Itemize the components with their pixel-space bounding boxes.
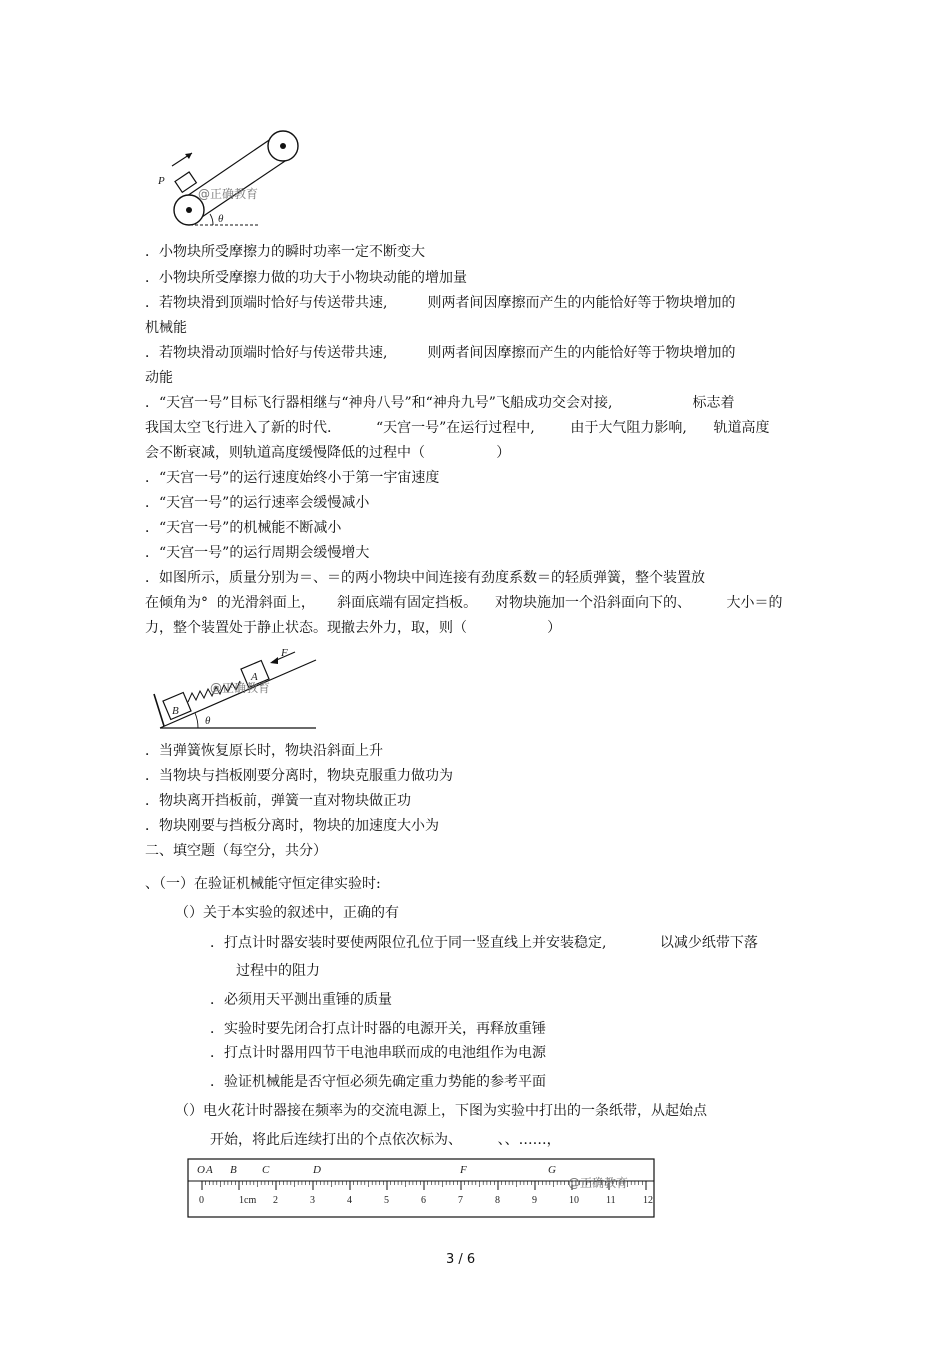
option-line: ．“天宫一号”的运行速率会缓慢减小: [145, 495, 370, 511]
section-heading: 二、填空题（每空分，共分）: [145, 843, 327, 859]
option-line: ．若物块滑动顶端时恰好与传送带共速, 则两者间因摩擦而产生的内能恰好等于物块增加的: [145, 345, 736, 361]
ruler-tick-label: 6: [421, 1195, 426, 1206]
theta-arc: [210, 214, 213, 225]
question-line: 力，整个装置处于静止状态。现撤去外力，取，则（ ）: [145, 620, 562, 636]
ruler-tick-label: 2: [273, 1195, 278, 1206]
option-line: ．打点计时器安装时要使两限位孔位于同一竖直线上并安装稳定, 以减少纸带下落: [210, 935, 758, 951]
question-line: 、（一）在验证机械能守恒定律实验时:: [145, 876, 381, 892]
fixed-plate: [154, 694, 164, 726]
ruler-tick-label: 7: [458, 1195, 463, 1206]
text-line: 过程中的阻力: [236, 963, 320, 979]
option-line: ．“天宫一号”的运行速度始终小于第一宇宙速度: [145, 470, 440, 486]
tape-point-label: O: [197, 1164, 205, 1176]
watermark: @正确教育: [210, 681, 271, 695]
label-p: P: [158, 175, 165, 187]
ruler-tick-label: 8: [495, 1195, 500, 1206]
ruler-tick-label: 0: [199, 1195, 204, 1206]
option-line: ．“天宫一号”的机械能不断减小: [145, 520, 342, 536]
text-line: 开始，将此后连续打出的个点依次标为、 、、……，: [210, 1132, 561, 1148]
question-line: ．如图所示，质量分别为＝、＝的两小物块中间连接有劲度系数＝的轻质弹簧，整个装置放: [145, 570, 705, 586]
option-line: ．若物块滑到顶端时恰好与传送带共速, 则两者间因摩擦而产生的内能恰好等于物块增加的: [145, 295, 736, 311]
tape-point-label: D: [313, 1164, 321, 1176]
watermark: @正确教育: [568, 1176, 629, 1190]
watermark: @正确教育: [198, 187, 259, 201]
label-a: A: [251, 671, 258, 683]
tape-point-label: F: [460, 1164, 467, 1176]
lower-pulley-axle: [186, 207, 192, 213]
ruler-tick-label: 11: [606, 1195, 616, 1206]
question-line: 在倾角为° 的光滑斜面上， 斜面底端有固定挡板。 对物块施加一个沿斜面向下的、 大小＝的: [145, 595, 783, 611]
option-line: ．小物块所受摩擦力的瞬时功率一定不断变大: [145, 244, 425, 260]
tape-point-label: G: [548, 1164, 556, 1176]
text-line: 机械能: [145, 320, 187, 336]
tape-point-label: B: [230, 1164, 237, 1176]
ruler-tick-label: 12: [643, 1195, 653, 1206]
option-line: ．打点计时器用四节干电池串联而成的电池组作为电源: [210, 1045, 546, 1061]
option-line: ．必须用天平测出重锤的质量: [210, 992, 392, 1008]
label-f: F: [281, 647, 288, 659]
block-p: [175, 172, 196, 192]
upper-pulley-axle: [280, 143, 286, 149]
option-line: ．物块刚要与挡板分离时，物块的加速度大小为: [145, 818, 439, 834]
tape-point-label: A: [206, 1164, 213, 1176]
subquestion-line: （）关于本实验的叙述中，正确的有: [175, 905, 399, 921]
subquestion-line: （）电火花计时器接在频率为的交流电源上，下图为实验中打出的一条纸带，从起始点: [175, 1103, 707, 1119]
ruler-tick-label: 5: [384, 1195, 389, 1206]
ruler-tick-label: 3: [310, 1195, 315, 1206]
text-line: 动能: [145, 370, 173, 386]
force-arrowhead: [270, 657, 278, 664]
option-line: ．物块离开挡板前，弹簧一直对物块做正功: [145, 793, 411, 809]
ruler-tick-label: 9: [532, 1195, 537, 1206]
incline-spring-figure: [150, 644, 322, 732]
page-number: 3 / 6: [446, 1252, 476, 1267]
paper-tape-ruler-figure: [186, 1157, 656, 1221]
velocity-arrowhead: [185, 153, 192, 159]
question-line: 我国太空飞行进入了新的时代. “天宫一号”在运行过程中, 由于大气阻力影响, 轨道高度: [145, 420, 770, 436]
label-theta: θ: [218, 213, 224, 225]
label-b: B: [172, 705, 179, 717]
option-line: ．实验时要先闭合打点计时器的电源开关，再释放重锤: [210, 1021, 546, 1037]
question-line: ．“天宫一号”目标飞行器相继与“神舟八号”和“神舟九号”飞船成功交会对接, 标志着: [145, 395, 735, 411]
option-line: ．“天宫一号”的运行周期会缓慢增大: [145, 545, 370, 561]
tape-point-label: C: [262, 1164, 270, 1176]
conveyor-belt-figure: [150, 118, 310, 230]
label-theta: θ: [205, 715, 211, 727]
option-line: ．小物块所受摩擦力做的功大于小物块动能的增加量: [145, 270, 467, 286]
theta-arc: [195, 713, 198, 728]
ruler-tick-label: 1cm: [239, 1195, 257, 1206]
option-line: ．验证机械能是否守恒必须先确定重力势能的参考平面: [210, 1074, 546, 1090]
ruler-tick-label: 4: [347, 1195, 352, 1206]
question-line: 会不断衰减，则轨道高度缓慢降低的过程中（ ）: [145, 445, 511, 461]
option-line: ．当弹簧恢复原长时，物块沿斜面上升: [145, 743, 383, 759]
ruler-tick-label: 10: [569, 1195, 579, 1206]
option-line: ．当物块与挡板刚要分离时，物块克服重力做功为: [145, 768, 453, 784]
